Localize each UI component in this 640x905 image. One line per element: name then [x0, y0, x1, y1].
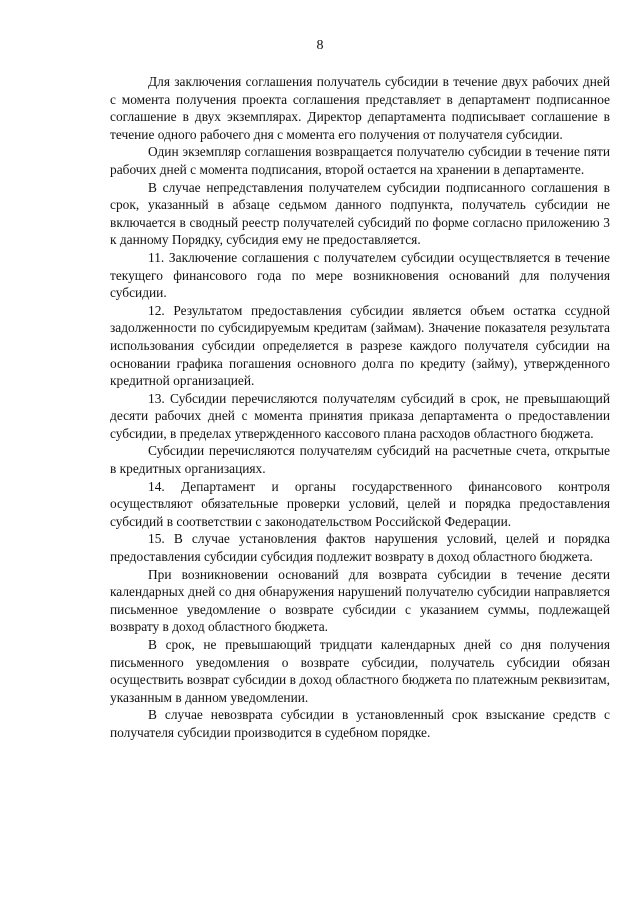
paragraph-court-recovery: В случае невозврата субсидии в установленный срок взыскание средств с получателя субсидии производится в судебном порядке.: [110, 707, 610, 740]
paragraph-transfer-accounts: Субсидии перечисляются получателям субсидий на расчетные счета, открытые в кредитных организациях.: [110, 443, 610, 477]
paragraph-agreement-signing: Для заключения соглашения получатель субсидии в течение двух рабочих дней с момента получения проекта соглашения представляет в департамент подписанное соглашение в двух экземплярах. Директор департамента подписывает соглашение в течение одного рабочего дня с момента его получения от получателя субсидии.: [110, 74, 610, 142]
paragraph-non-submission: В случае непредставления получателем субсидии подписанного соглашения в срок, указанный в абзаце седьмом данного подпункта, получатель субсидии не включается в сводный реестр получателей субсидий по форме согласно приложению 3 к данному Порядку, субсидия ему не предоставляется.: [110, 179, 610, 248]
paragraph-agreement-copy: Один экземпляр соглашения возвращается получателю субсидии в течение пяти рабочих дней с момента подписания, второй остается на хранении в департаменте.: [110, 144, 610, 177]
paragraph-item-14: 14. Департамент и органы государственного финансового контроля осуществляют обязательные проверки условий, целей и порядка предоставления субсидий в соответствии с законодательством Российской Федерации.: [110, 478, 610, 529]
paragraph-return-notice: При возникновении оснований для возврата субсидии в течение десяти календарных дней со дня обнаружения нарушений получателю субсидии направляется письменное уведомление о возврате субсидии с указанием суммы, подлежащей возврату в доход областного бюджета.: [110, 566, 610, 635]
paragraph-item-15: 15. В случае установления фактов нарушения условий, целей и порядка предоставления субсидии субсидия подлежит возврату в доход областного бюджета.: [110, 531, 610, 565]
page-number: 8: [316, 38, 324, 53]
document-body: [110, 73, 610, 742]
paragraph-item-13: 13. Субсидии перечисляются получателям субсидий в срок, не превышающий десяти рабочих дней с момента принятия приказа департамента о предоставлении субсидии, в пределах утвержденного кассового плана расходов областного бюджета.: [110, 390, 610, 441]
paragraph-item-12: 12. Результатом предоставления субсидии является объем остатка ссудной задолженности по субсидируемым кредитам (займам). Значение показателя результата использования субсидии определяется в разрезе каждого получателя субсидии на основании графика погашения основного долга по кредиту (займу), утвержденного кредитной организацией.: [110, 302, 610, 389]
paragraph-return-deadline: В срок, не превышающий тридцати календарных дней со дня получения письменного уведомления о возврате субсидии, получатель субсидии обязан осуществить возврат субсидии в доход областного бюджета по платежным реквизитам, указанным в данном уведомлении.: [110, 637, 610, 705]
paragraph-item-11: 11. Заключение соглашения с получателем субсидии осуществляется в течение текущего финансового года по мере возникновения оснований для получения субсидии.: [110, 249, 610, 301]
